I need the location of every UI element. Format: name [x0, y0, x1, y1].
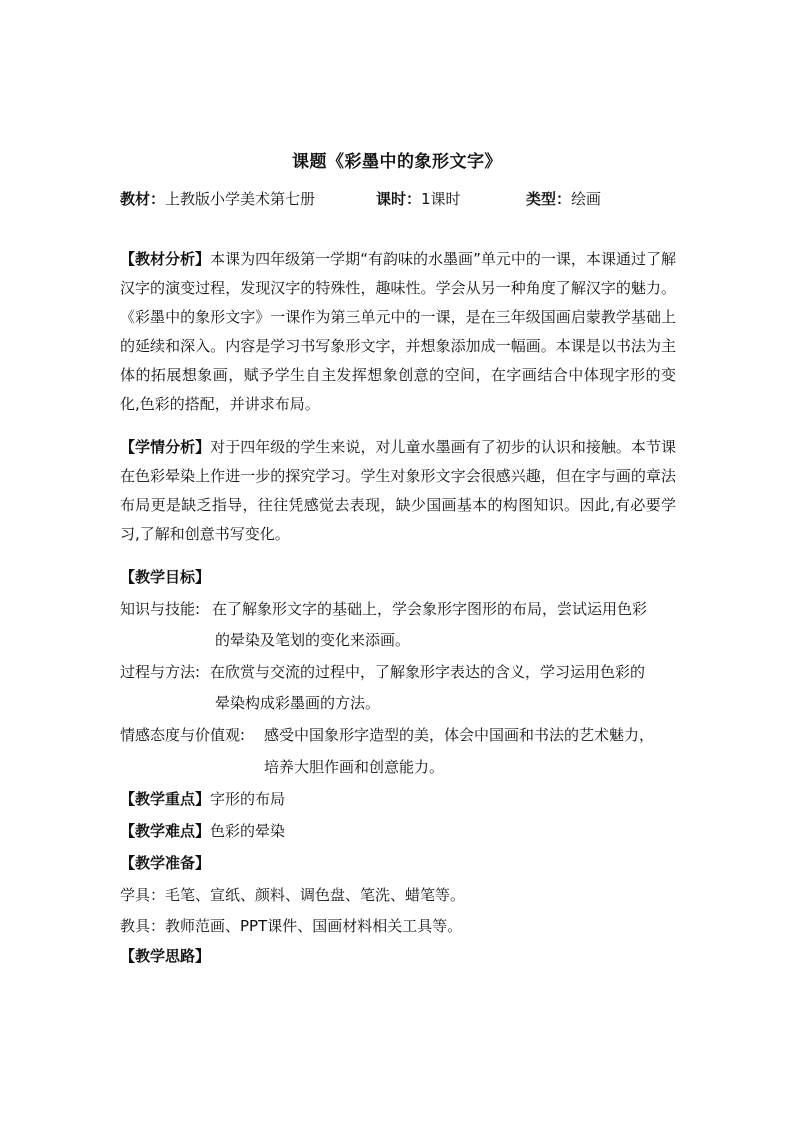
student-materials: 学具：毛笔、宣纸、颜料、调色盘、笔洗、蜡笔等。 [120, 886, 466, 904]
period-info [376, 188, 461, 209]
key-point-heading: 【教学重点】 [120, 790, 211, 808]
textbook-analysis-section [120, 245, 676, 419]
difficulty-text: 色彩的晕染 [210, 822, 286, 840]
process-line-2: 晕染构成彩墨画的方法。 [215, 694, 381, 712]
teacher-materials: 教具：教师范画、PPT课件、国画材料相关工具等。 [120, 917, 463, 935]
textbook-info [120, 188, 315, 209]
teaching-goals-heading: 【教学目标】 [120, 568, 211, 586]
learner-analysis-section [120, 433, 676, 549]
process-line-1: 在欣赏与交流的过程中，了解象形字表达的含义，学习运用色彩的 [210, 663, 646, 681]
key-point-row [120, 789, 285, 809]
key-point-text: 字形的布局 [210, 790, 286, 808]
textbook-label: 教材： [120, 190, 166, 208]
type-info [526, 188, 601, 209]
knowledge-line-2: 的晕染及笔划的变化来添画。 [215, 631, 411, 649]
type-value: 绘画 [571, 190, 602, 208]
type-label: 类型： [526, 190, 572, 208]
emotion-line-2: 培养大胆作画和创意能力。 [264, 758, 445, 776]
page-title: 课题《彩墨中的象形文字》 [292, 152, 502, 172]
knowledge-label: 知识与技能: [120, 600, 201, 618]
emotion-line-1: 感受中国象形字造型的美，体会中国画和书法的艺术魅力， [264, 726, 655, 744]
textbook-value: 上教版小学美术第七册 [165, 190, 316, 208]
difficulty-row [120, 821, 285, 841]
learner-analysis-text: 对于四年级的学生来说，对儿童水墨画有了初步的认识和接触。本节课在色彩晕染上作进一步的探究学习。学生对象形文字会很感兴趣，但在字与画的章法布局更是缺乏指导，往往凭感觉去表现，缺少国画基本的构图知识。因此,有必要学习,了解和创意书写变化。 [120, 438, 676, 543]
teaching-approach-heading: 【教学思路】 [120, 947, 211, 965]
process-label: 过程与方法: [120, 663, 201, 681]
difficulty-heading: 【教学难点】 [120, 822, 211, 840]
textbook-analysis-text: 本课为四年级第一学期“有韵味的水墨画”单元中的一课，本课通过了解汉字的演变过程，发现汉字的特殊性，趣味性。学会从另一种角度了解汉字的魅力。《彩墨中的象形文字》一课作为第三单元中的一课，是在三年级国画启蒙教学基础上的延续和深入。内容是学习书写象形文字，并想象添加成一幅画。本课是以书法为主体的拓展想象画，赋予学生自主发挥想象创意的空间，在字画结合中体现字形的变化,色彩的搭配，并讲求布局。 [120, 250, 676, 413]
emotion-label: 情感态度与价值观: [120, 726, 246, 744]
period-value: 1课时 [421, 190, 461, 208]
textbook-analysis-heading: 【教材分析】 [120, 250, 211, 268]
knowledge-line-1: 在了解象形文字的基础上，学会象形字图形的布局，尝试运用色彩 [212, 600, 648, 618]
period-label: 课时： [376, 190, 422, 208]
learner-analysis-heading: 【学情分析】 [120, 438, 211, 456]
preparation-heading: 【教学准备】 [120, 854, 211, 872]
